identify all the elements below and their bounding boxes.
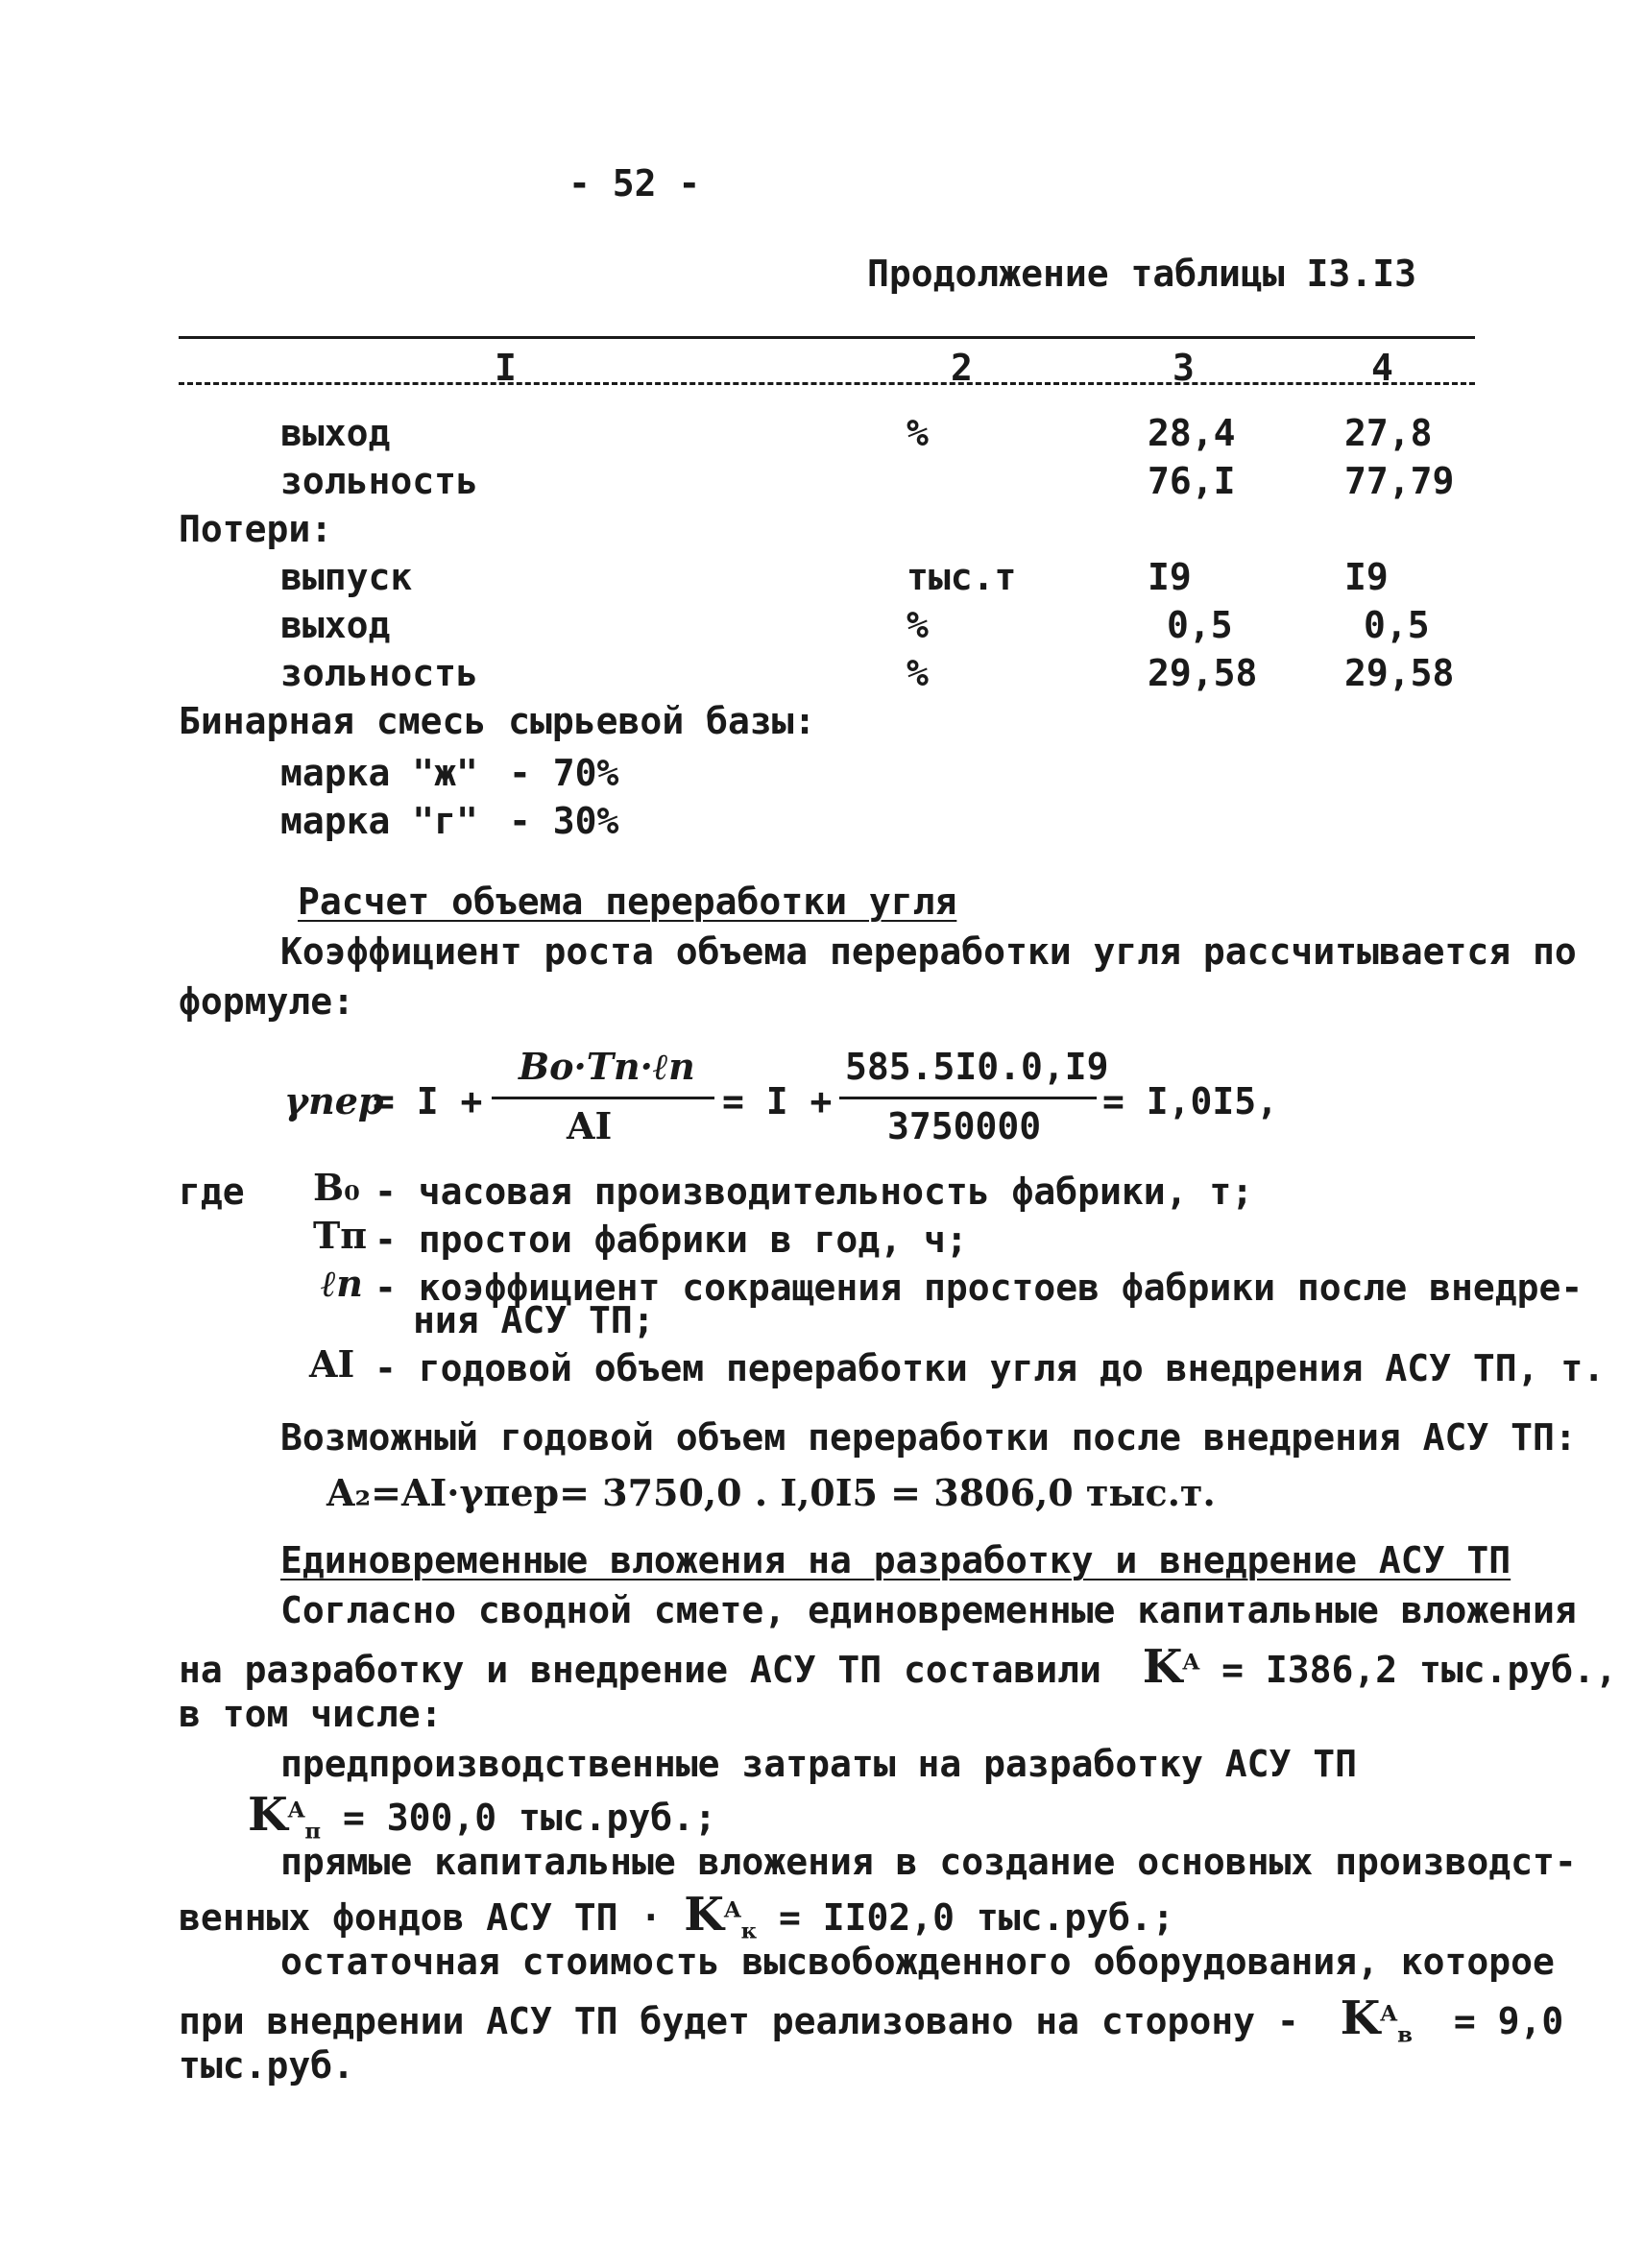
section1-intro-line2: формуле: [179, 980, 355, 1023]
def-symbol: Tп [313, 1214, 368, 1257]
row-c4: 0,5 [1364, 604, 1430, 646]
k-symbol: K [1142, 1640, 1183, 1694]
k-superscript: A [723, 1897, 741, 1923]
section2-p3-line2 [179, 1888, 1174, 1944]
def-symbol: B₀ [313, 1166, 360, 1209]
text-span: = I386,2 тыс.руб., [1221, 1649, 1617, 1691]
def-symbol: AI [309, 1342, 355, 1386]
row-label: выход [280, 412, 391, 454]
section1-heading: Расчет объема переработки угля [298, 881, 957, 923]
k-subscript: в [1397, 2022, 1413, 2048]
row-unit: % [907, 652, 929, 694]
section1-intro-line1: Коэффициент роста объема переработки угля рассчитывается по [280, 930, 1577, 973]
row-unit: тыс.т [907, 556, 1017, 598]
formula-lhs: γпер [284, 1079, 384, 1122]
k-symbol: K [1340, 1991, 1381, 2045]
k-symbol: K [684, 1888, 724, 1942]
row-c3: 0,5 [1167, 604, 1233, 646]
row-c4: I9 [1344, 556, 1389, 598]
formula-num2: 585.5I0.0,I9 [845, 1046, 1109, 1088]
text-span: = II02,0 тыс.руб.; [779, 1896, 1174, 1939]
def-text: - простои фабрики в год, ч; [375, 1218, 968, 1261]
row-label: зольность [280, 460, 478, 502]
section2-p4-line1: остаточная стоимость высвобожденного оборудования, которое [280, 1941, 1555, 1983]
k-superscript: A [1380, 2001, 1398, 2027]
def-text: - часовая производительность фабрики, т; [375, 1170, 1254, 1213]
where-label: где [179, 1170, 245, 1213]
row-c3: 28,4 [1148, 412, 1236, 454]
formula-result: = I,0I5, [1102, 1080, 1279, 1122]
text-span: при внедрении АСУ ТП будет реализовано на сторону - [179, 2000, 1299, 2042]
formula-eq1: = I + [373, 1080, 483, 1122]
text-span: = 9,0 [1453, 2000, 1564, 2042]
k-superscript: A [1182, 1650, 1200, 1676]
table-header-col2: 2 [951, 347, 973, 389]
table-header-col4: 4 [1371, 347, 1393, 389]
row-unit: % [907, 412, 929, 454]
section2-p1-line3: в том числе: [179, 1693, 443, 1735]
section2-p1-line1: Согласно сводной смете, единовременные капитальные вложения [280, 1589, 1577, 1631]
section2-p4-line2 [179, 1991, 1564, 2048]
row-unit: % [907, 604, 929, 646]
k-superscript: A [287, 1798, 305, 1823]
section-losses: Потери: [179, 508, 333, 550]
row-label: выпуск [280, 556, 413, 598]
formula-fraction-bar2 [839, 1097, 1097, 1099]
formula-eq2: = I + [722, 1080, 833, 1122]
table-header-col3: 3 [1173, 347, 1195, 389]
blend-title: Бинарная смесь сырьевой базы: [179, 700, 816, 742]
def-text: - годовой объем переработки угля до внедрения АСУ ТП, т. [375, 1347, 1606, 1389]
table-caption: Продолжение таблицы I3.I3 [867, 253, 1416, 295]
possible-volume-line: Возможный годовой объем переработки после внедрения АСУ ТП: [280, 1416, 1577, 1459]
formula-den2: 3750000 [887, 1105, 1042, 1147]
row-c3: 29,58 [1148, 652, 1258, 694]
section2-p1-line2 [179, 1640, 1617, 1694]
section2-p2-line1: предпроизводственные затраты на разработку АСУ ТП [280, 1743, 1358, 1785]
row-c3: 76,I [1148, 460, 1236, 502]
row-label: зольность [280, 652, 478, 694]
formula-fraction-bar1 [492, 1097, 714, 1099]
table-header-col1: I [495, 347, 517, 389]
formula-num1: Bo·Tn·ℓn [519, 1045, 695, 1088]
blend-value: - 70% [509, 752, 619, 794]
row-c4: 27,8 [1344, 412, 1433, 454]
table-top-rule [179, 336, 1475, 339]
blend-value: - 30% [509, 800, 619, 842]
table-header-dashed-rule [179, 382, 1475, 385]
section2-p4-line3: тыс.руб. [179, 2044, 355, 2087]
def-symbol: ℓп [321, 1262, 363, 1305]
page-number: - 52 - [568, 162, 701, 205]
formula-den1: AI [567, 1104, 613, 1147]
k-symbol: K [248, 1788, 288, 1842]
blend-label: марка "ж" [280, 752, 478, 794]
blend-label: марка "г" [280, 800, 478, 842]
section2-p2-line2 [248, 1788, 716, 1845]
row-c4: 29,58 [1344, 652, 1455, 694]
possible-volume-formula: A₂=AI·γпер= 3750,0 . I,0I5 = 3806,0 тыс.т. [326, 1471, 1216, 1514]
def-text: - коэффициент сокращения простоев фабрики после внедре- [375, 1267, 1584, 1309]
text-span: = 300,0 тыс.руб.; [343, 1797, 716, 1839]
section2-heading: Единовременные вложения на разработку и внедрение АСУ ТП [280, 1539, 1511, 1581]
k-subscript: к [740, 1918, 758, 1944]
row-label: выход [280, 604, 391, 646]
row-c4: 77,79 [1344, 460, 1455, 502]
def-text-cont: ния АСУ ТП; [413, 1299, 655, 1341]
k-subscript: п [304, 1819, 322, 1845]
text-span: венных фондов АСУ ТП · [179, 1896, 663, 1939]
row-c3: I9 [1148, 556, 1192, 598]
section2-p3-line1: прямые капитальные вложения в создание основных производст- [280, 1841, 1577, 1883]
text-span: на разработку и внедрение АСУ ТП составили [179, 1649, 1101, 1691]
